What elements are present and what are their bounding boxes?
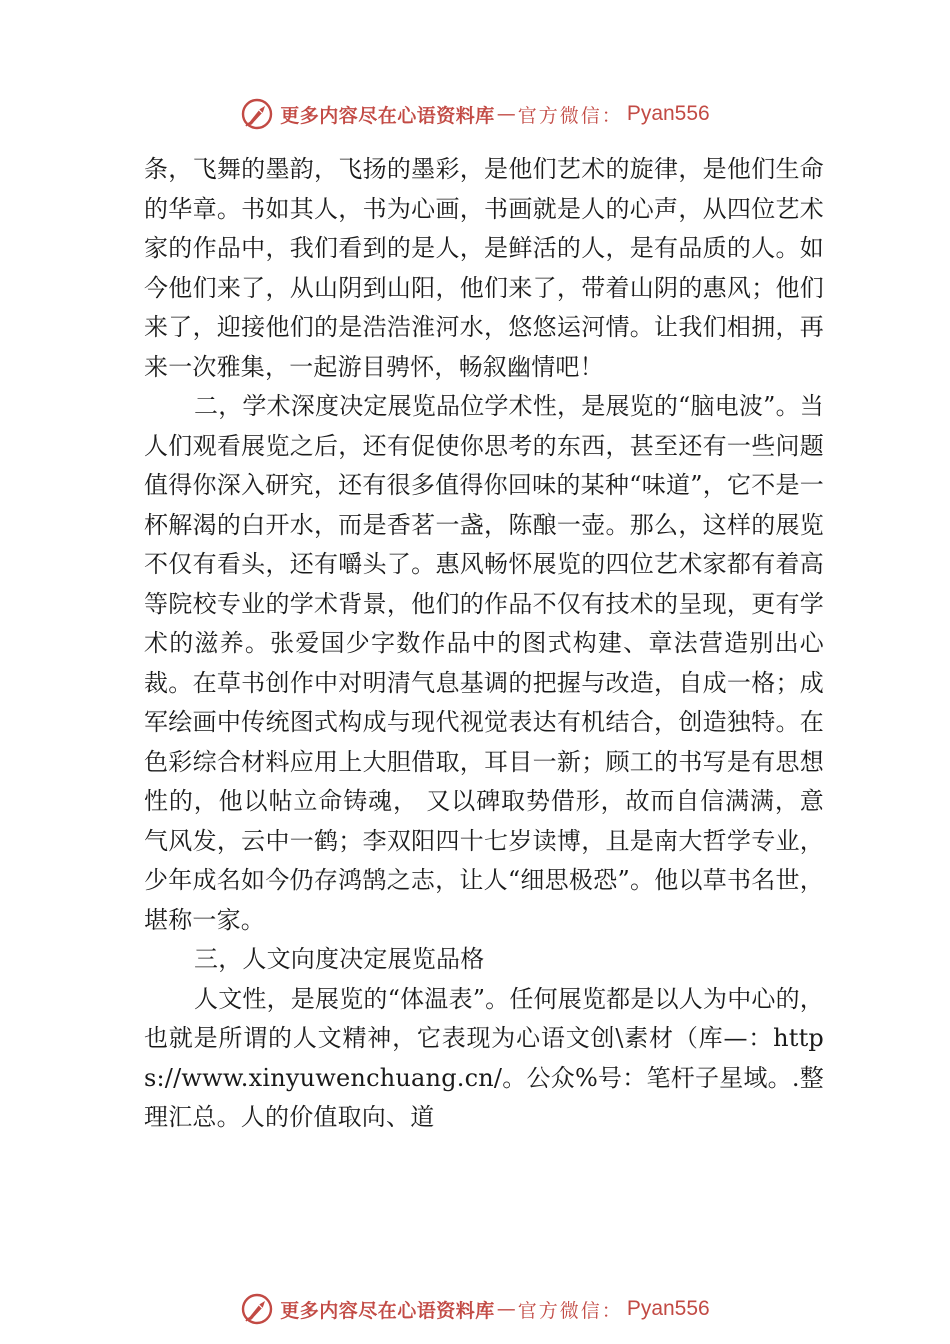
footer-wechat-id: Pyan556	[626, 1297, 710, 1320]
footer-banner	[0, 1289, 950, 1329]
paragraph-continuation: 条，飞舞的墨韵，飞扬的墨彩，是他们艺术的旋律，是他们生命的华章。书如其人，书为心画，书画就是人的心声，从四位艺术家的作品中，我们看到的是人，是鲜活的人，是有品质的人。如今他们来了，从山阴到山阳，他们来了，带着山阴的惠风；他们来了，迎接他们的是浩浩淮河水，悠悠运河情。让我们相拥，再来一次雅集，一起游目骋怀，畅叙幽情吧！	[144, 155, 824, 381]
pen-nib-logo-icon	[240, 1292, 274, 1326]
section-heading-three: 三，人文向度决定展览品格	[194, 945, 485, 973]
pen-nib-logo-icon	[240, 97, 274, 131]
document-body	[144, 150, 824, 1138]
header-banner	[0, 94, 950, 134]
header-wechat-label: 官方微信：	[517, 104, 623, 127]
header-wechat-id: Pyan556	[626, 102, 710, 125]
paragraph-section-two: 二，学术深度决定展览品位学术性，是展览的“脑电波”。当人们观看展览之后，还有促使你思考的东西，甚至还有一些问题值得你深入研究，还有很多值得你回味的某种“味道”，它不是一杯解渴的白开水，而是香茗一盏，陈酿一壶。那么，这样的展览不仅有看头，还有嚼头了。惠风畅怀展览的四位艺术家都有着高等院校专业的学术背景，他们的作品不仅有技术的呈现，更有学术的滋养。张爱国少字数作品中的图式构建、章法营造别出心裁。在草书创作中对明清气息基调的把握与改造，自成一格；成军绘画中传统图式构成与现代视觉表达有机结合，创造独特。在色彩综合材料应用上大胆借取，耳目一新；顾工的书写是有思想性的，他以帖立命铸魂， 又以碑取势借形，故而自信满满，意气风发，云中一鹤；李双阳四十七岁读博，且是南大哲学专业，少年成名如今仍存鸿鹄之志，让人“细思极恐”。他以草书名世，堪称一家。	[144, 392, 824, 934]
header-title: 更多内容尽在心语资料库	[280, 104, 495, 127]
paragraph-section-three: 人文性，是展览的“体温表”。任何展览都是以人为中心的，也就是所谓的人文精神，它表现为心语文创\素材（库—：https://www.xinyuwenchuang.cn/。公众%号：笔杆子星域。.整理汇总。人的价值取向、道	[144, 984, 824, 1131]
footer-dash: —	[496, 1298, 516, 1320]
footer-title: 更多内容尽在心语资料库	[280, 1299, 495, 1322]
header-dash: —	[496, 103, 516, 125]
footer-wechat-label: 官方微信：	[517, 1299, 623, 1322]
